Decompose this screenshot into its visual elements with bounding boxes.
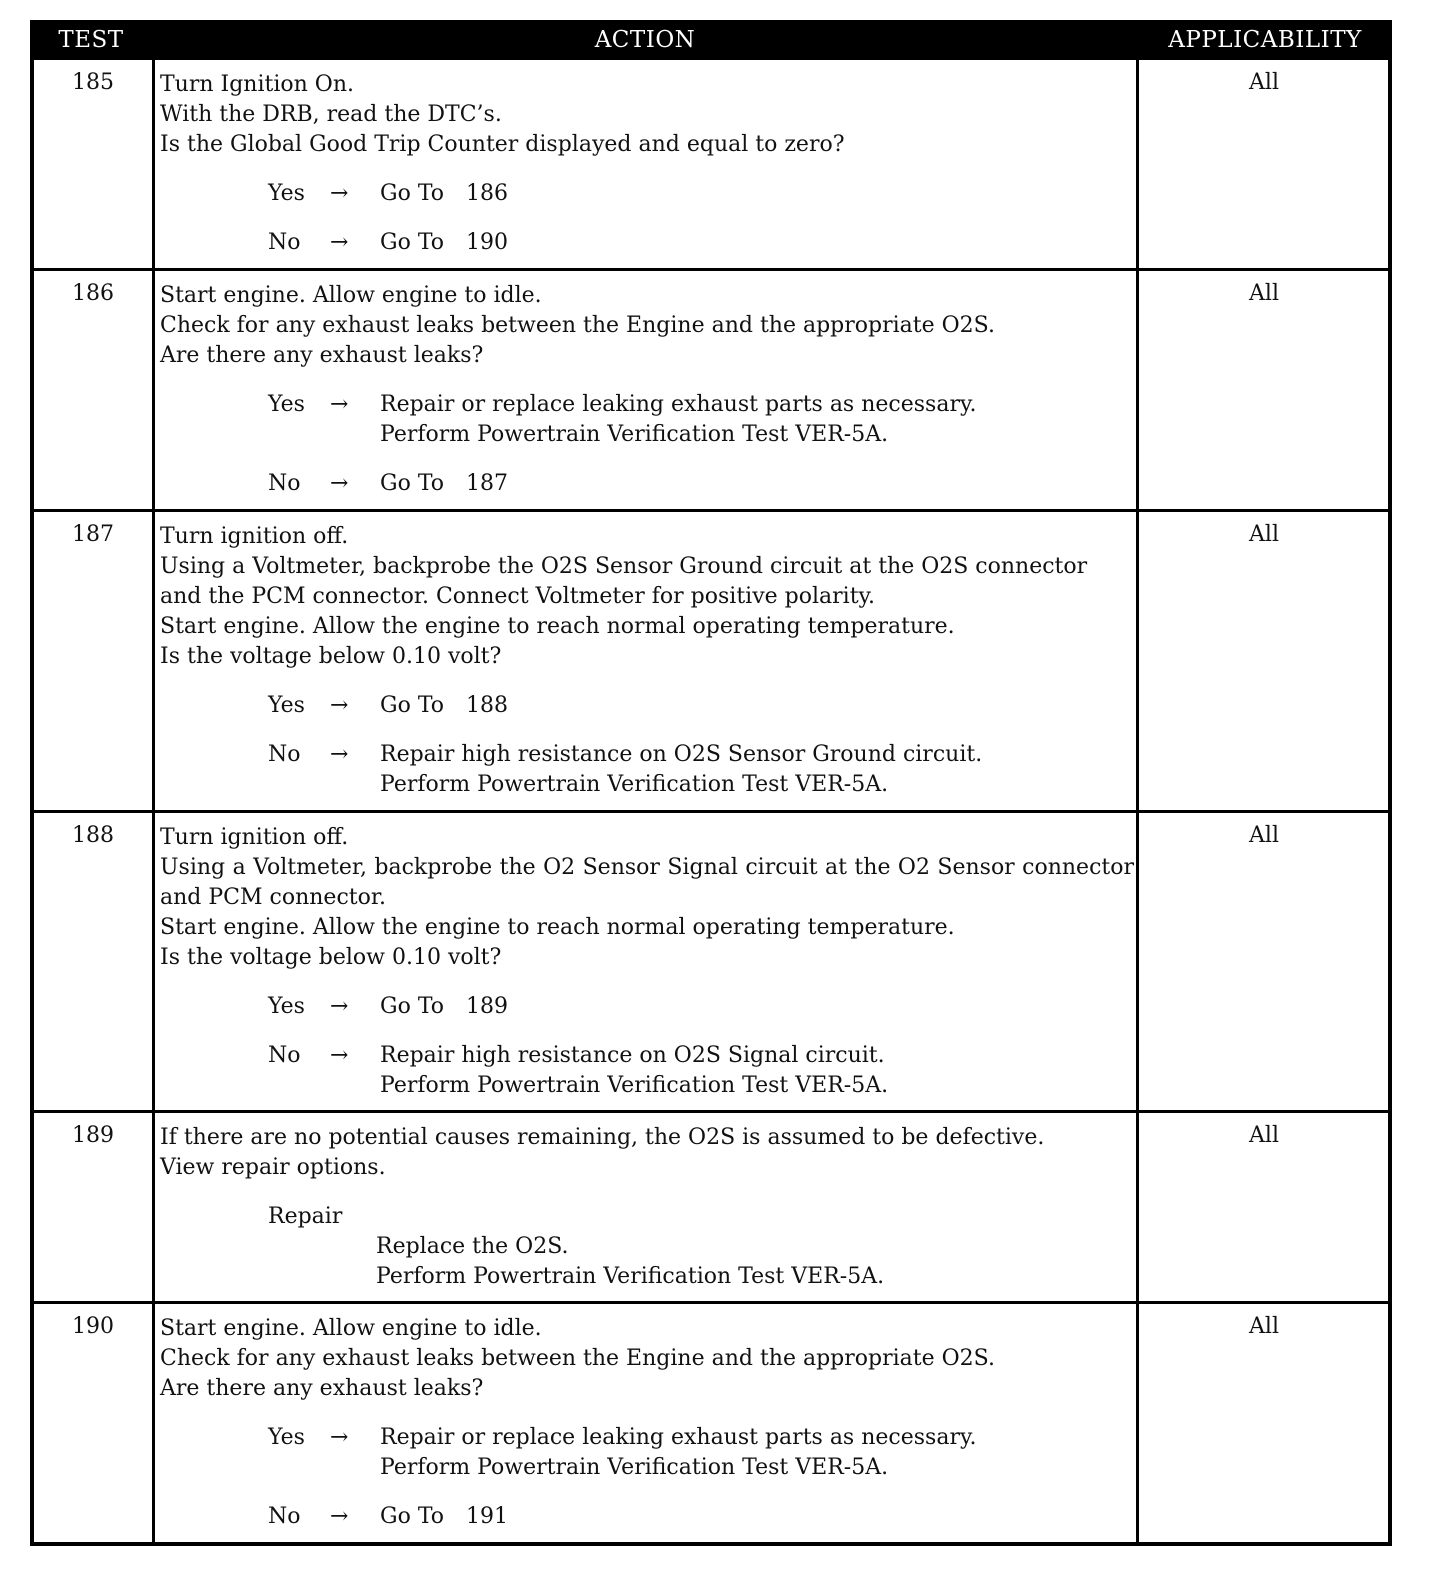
action-line: Turn Ignition On. [160, 72, 354, 97]
action-line: Using a Voltmeter, backprobe the O2S Sensor Ground circuit at the O2S connector [160, 554, 1088, 579]
result-line: Repair or replace leaking exhaust parts as necessary. [380, 1425, 977, 1450]
result-line: Repair high resistance on O2S Sensor Ground circuit. [380, 742, 983, 767]
result-line: Perform Powertrain Verification Test VER-5A. [380, 772, 889, 797]
goto-result: Go To 191 [380, 1504, 509, 1529]
table-row [34, 271, 1388, 512]
yes-label: Yes [268, 392, 305, 417]
action-cell [160, 70, 1134, 258]
no-label: No [268, 230, 301, 255]
result-line: Repair high resistance on O2S Signal circuit. [380, 1043, 885, 1068]
no-option [160, 740, 1134, 800]
header-applicability: APPLICABILITY [1168, 27, 1362, 53]
no-option [160, 228, 1134, 258]
action-cell [160, 823, 1134, 1101]
table-row [34, 1304, 1388, 1546]
arrow-icon: → [330, 693, 349, 718]
goto-target: 188 [466, 693, 509, 718]
no-label: No [268, 1043, 301, 1068]
no-label: No [268, 471, 301, 496]
no-label: No [268, 1504, 301, 1529]
action-cell [160, 1123, 1134, 1292]
no-option [160, 1502, 1134, 1532]
yes-option [160, 179, 1134, 209]
test-number: 187 [72, 522, 114, 547]
arrow-icon: → [330, 1425, 349, 1450]
action-line: Is the Global Good Trip Counter displayed and equal to zero? [160, 132, 845, 157]
action-cell [160, 522, 1134, 800]
arrow-icon: → [330, 230, 349, 255]
yes-label: Yes [268, 693, 305, 718]
repair-line: Perform Powertrain Verification Test VER-5A. [376, 1264, 885, 1289]
yes-option [160, 691, 1134, 721]
test-number: 185 [72, 70, 114, 95]
table-row [34, 512, 1388, 813]
action-line: Check for any exhaust leaks between the Engine and the appropriate O2S. [160, 313, 995, 338]
goto-target: 190 [466, 230, 509, 255]
action-line: Are there any exhaust leaks? [160, 343, 484, 368]
arrow-icon: → [330, 1043, 349, 1068]
action-line: Start engine. Allow engine to idle. [160, 1316, 542, 1341]
action-line: Is the voltage below 0.10 volt? [160, 644, 502, 669]
result-line: Perform Powertrain Verification Test VER-5A. [380, 422, 889, 447]
repair-line: Replace the O2S. [376, 1234, 569, 1259]
test-number: 189 [72, 1123, 114, 1148]
action-line: Start engine. Allow the engine to reach normal operating temperature. [160, 614, 955, 639]
action-line: View repair options. [160, 1155, 386, 1180]
goto-target: 191 [466, 1504, 509, 1529]
goto-target: 189 [466, 994, 509, 1019]
action-line: Turn ignition off. [160, 825, 349, 850]
applicability-value: All [1249, 1123, 1279, 1148]
yes-option [160, 1423, 1134, 1483]
action-line: With the DRB, read the DTC’s. [160, 102, 502, 127]
arrow-icon: → [330, 392, 349, 417]
applicability-value: All [1249, 823, 1279, 848]
table-header [30, 20, 1392, 60]
yes-option [160, 992, 1134, 1022]
yes-label: Yes [268, 181, 305, 206]
action-line: Are there any exhaust leaks? [160, 1376, 484, 1401]
action-line: If there are no potential causes remaining, the O2S is assumed to be defective. [160, 1125, 1045, 1150]
action-line: Start engine. Allow the engine to reach normal operating temperature. [160, 915, 955, 940]
header-action: ACTION [594, 27, 696, 53]
action-line: and the PCM connector. Connect Voltmeter for positive polarity. [160, 584, 876, 609]
applicability-value: All [1249, 522, 1279, 547]
applicability-value: All [1249, 281, 1279, 306]
test-number: 186 [72, 281, 114, 306]
repair-label: Repair [268, 1204, 343, 1229]
yes-label: Yes [268, 1425, 305, 1450]
no-option [160, 1041, 1134, 1101]
action-line: Is the voltage below 0.10 volt? [160, 945, 502, 970]
applicability-value: All [1249, 1314, 1279, 1339]
goto-result: Go To 190 [380, 230, 509, 255]
result-line: Perform Powertrain Verification Test VER-5A. [380, 1073, 889, 1098]
header-test: TEST [58, 27, 124, 53]
action-cell [160, 1314, 1134, 1532]
test-number: 188 [72, 823, 114, 848]
goto-target: 187 [466, 471, 509, 496]
action-cell [160, 281, 1134, 499]
diagnostic-table [30, 20, 1392, 1546]
action-line: Check for any exhaust leaks between the Engine and the appropriate O2S. [160, 1346, 995, 1371]
arrow-icon: → [330, 1504, 349, 1529]
table-row [34, 1113, 1388, 1304]
action-line: Start engine. Allow engine to idle. [160, 283, 542, 308]
goto-result: Go To 187 [380, 471, 509, 496]
goto-result: Go To 189 [380, 994, 509, 1019]
arrow-icon: → [330, 994, 349, 1019]
yes-option [160, 390, 1134, 450]
action-line: Turn ignition off. [160, 524, 349, 549]
no-option [160, 469, 1134, 499]
table-row [34, 813, 1388, 1113]
repair-option [160, 1202, 1134, 1292]
arrow-icon: → [330, 471, 349, 496]
action-paragraph: Using a Voltmeter, backprobe the O2 Sensor Signal circuit at the O2 Sensor connector and PCM connector. [160, 855, 1134, 910]
no-label: No [268, 742, 301, 767]
test-number: 190 [72, 1314, 114, 1339]
result-line: Perform Powertrain Verification Test VER-5A. [380, 1455, 889, 1480]
result-line: Repair or replace leaking exhaust parts as necessary. [380, 392, 977, 417]
applicability-value: All [1249, 70, 1279, 95]
goto-result: Go To 188 [380, 693, 509, 718]
goto-target: 186 [466, 181, 509, 206]
goto-result: Go To 186 [380, 181, 509, 206]
yes-label: Yes [268, 994, 305, 1019]
arrow-icon: → [330, 181, 349, 206]
table-row [34, 60, 1388, 271]
arrow-icon: → [330, 742, 349, 767]
